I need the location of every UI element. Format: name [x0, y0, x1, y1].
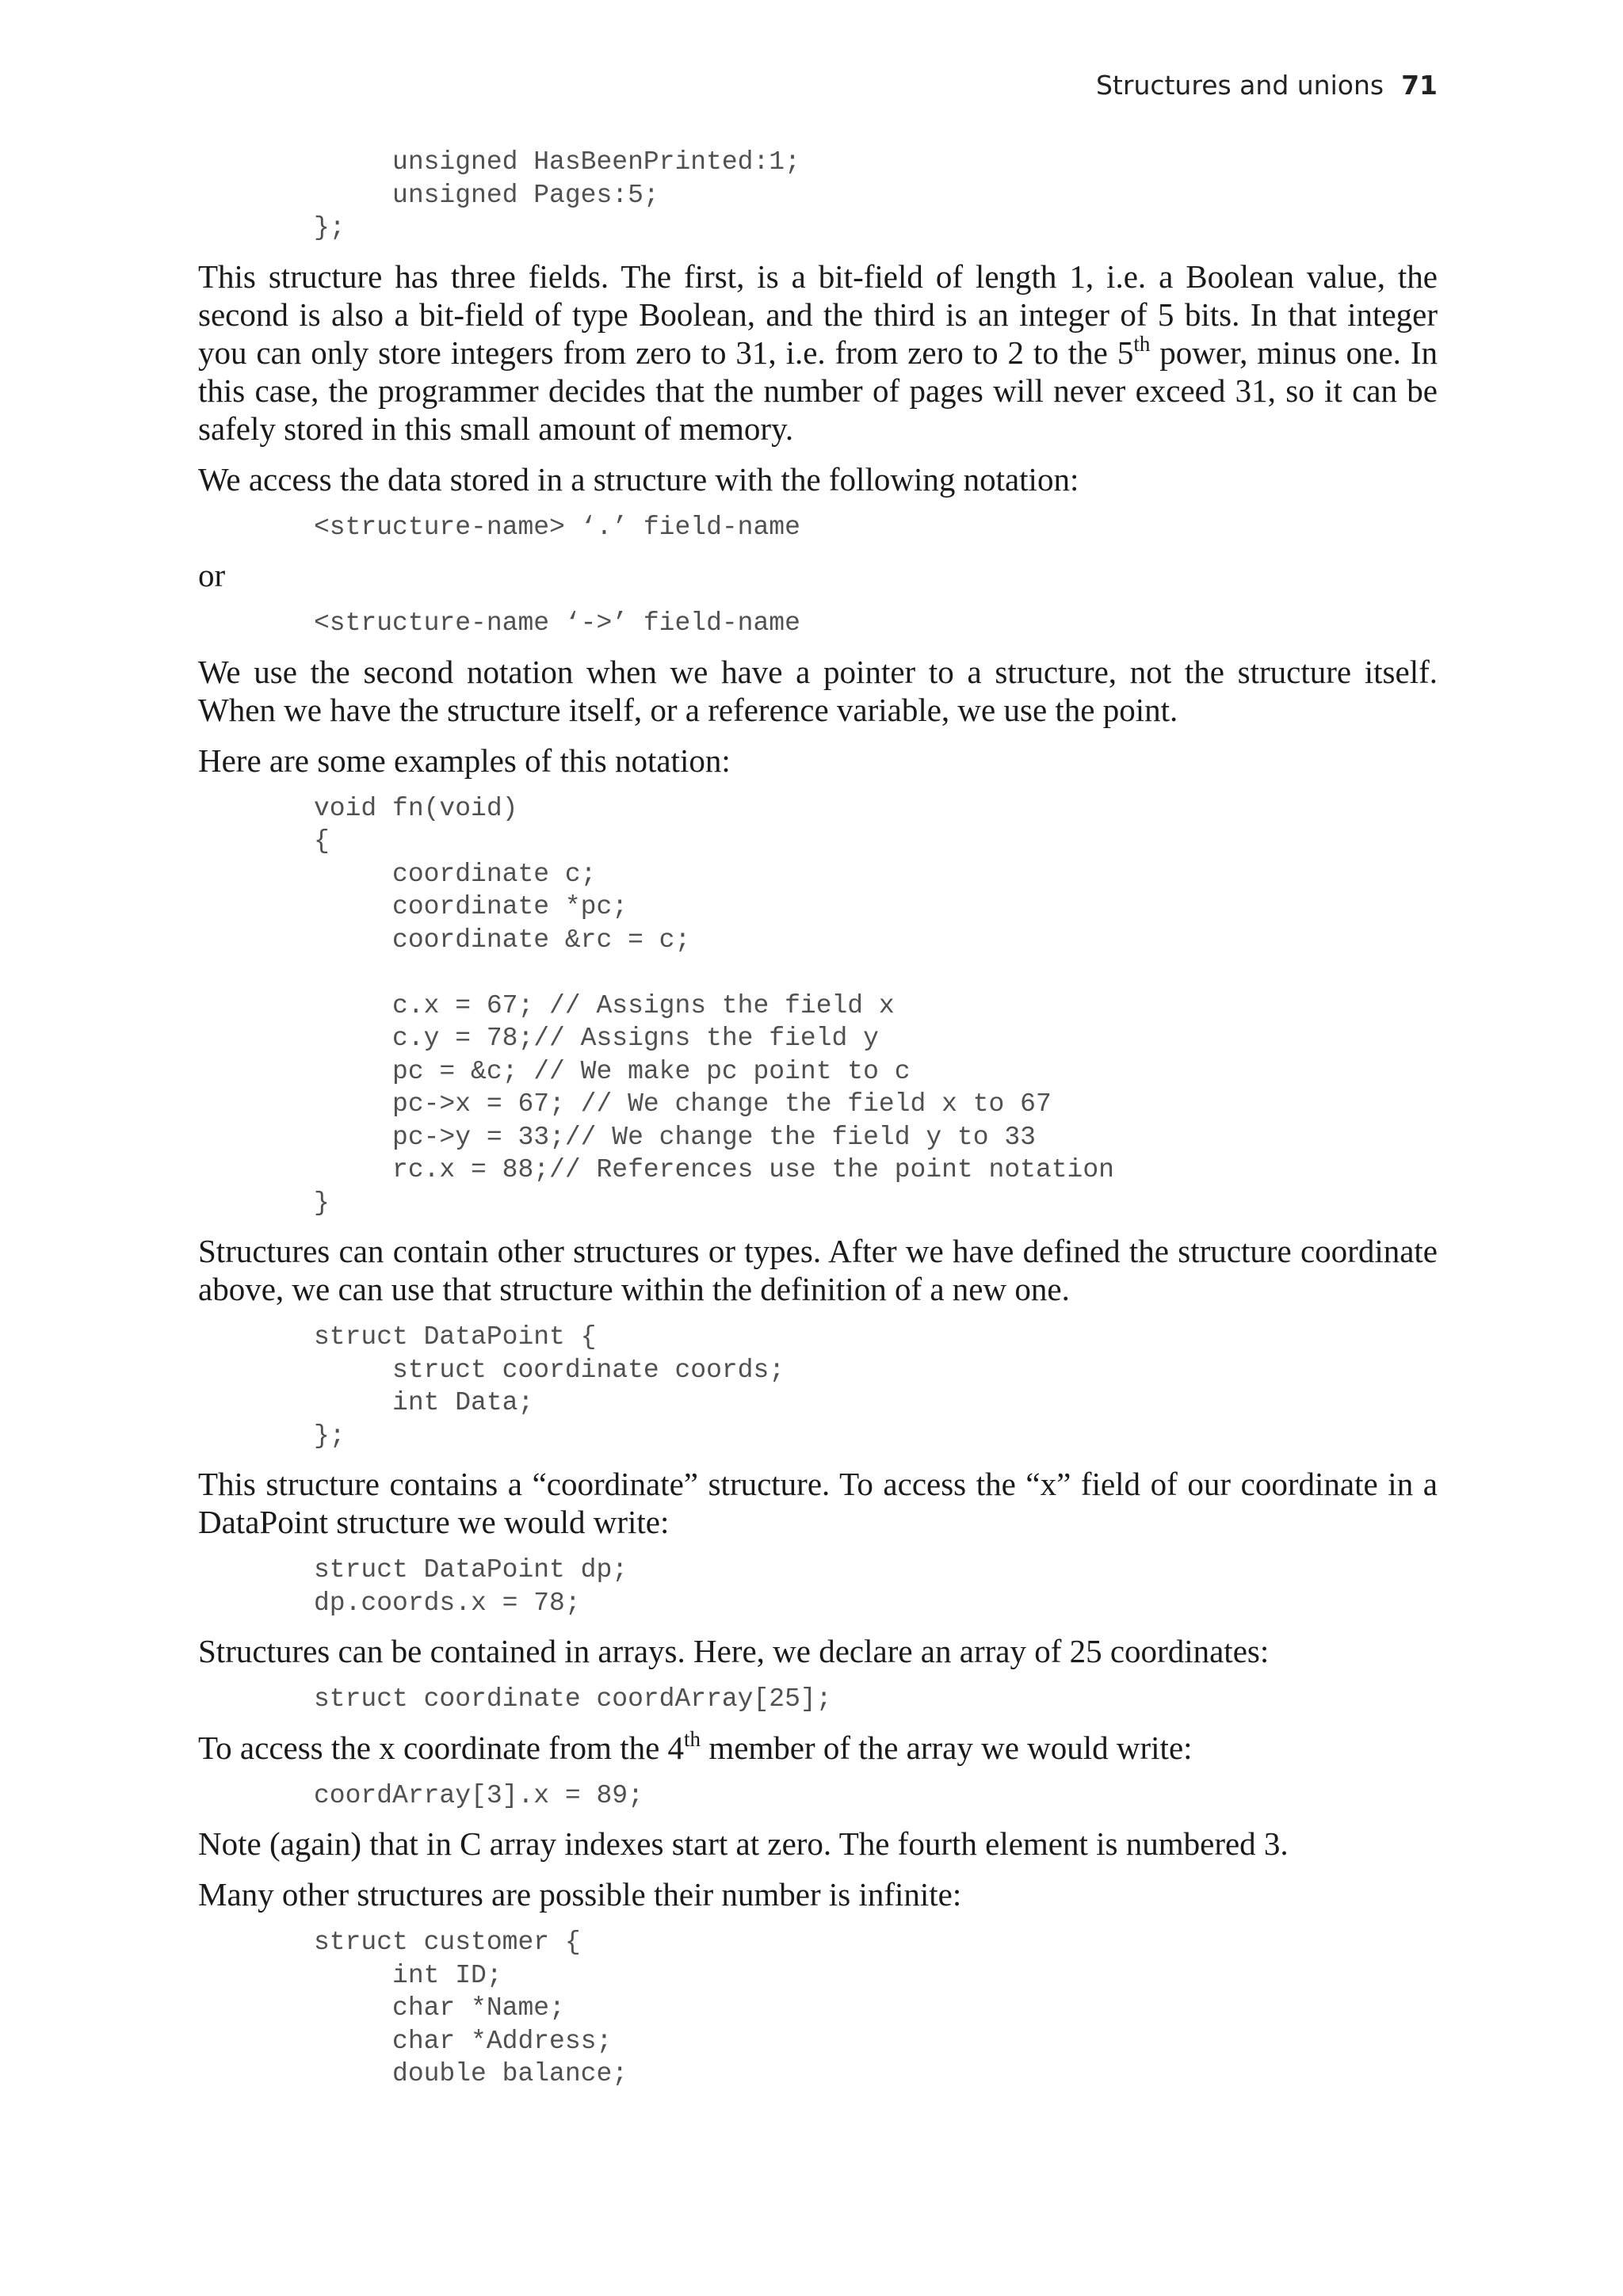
code-block-fn-example: void fn(void) { coordinate c; coordinate *pc; coordinate &rc = c; c.x = 67; // Assigns the field x c.y = 78;// Assigns the field y pc = &c; // We make pc point to c pc->x = 67; // We change the field x to 67 pc->y = 33;// We change the field y to 33 rc.x = 88;// References use the point notation } — [314, 793, 1114, 1218]
code-block-bitfields: unsigned HasBeenPrinted:1; unsigned Pages:5; }; — [314, 147, 800, 242]
paragraph-access-notation: We access the data stored in a structure with the following notation: — [198, 460, 1079, 498]
page-body — [198, 146, 1438, 2091]
code-coord-array-assignment: coordArray[3].x = 89; — [314, 1780, 643, 1810]
code-arrow-notation: <structure-name ‘->’ field-name — [314, 608, 800, 638]
paragraph-arrays-of-structures: Structures can be contained in arrays. Here, we declare an array of 25 coordinates: — [198, 1633, 1270, 1669]
code-dot-notation: <structure-name> ‘.’ field-name — [314, 512, 800, 542]
code-block-datapoint-usage: struct DataPoint dp; dp.coords.x = 78; — [314, 1555, 628, 1618]
code-block-customer: struct customer { int ID; char *Name; char *Address; double balance; — [314, 1928, 628, 2088]
paragraph-examples-intro: Here are some examples of this notation: — [198, 742, 731, 779]
paragraph-datapoint-access: This structure contains a “coordinate” structure. To access the “x” field of our coordinate in a DataPoint structure we would write: — [198, 1466, 1438, 1540]
paragraph-pointer-notation: We use the second notation when we have a pointer to a structure, not the structure itself. When we have the structure itself, or a reference variable, we use the point. — [198, 653, 1438, 728]
code-coord-array-declaration: struct coordinate coordArray[25]; — [314, 1684, 832, 1714]
paragraph-array-member-access: To access the x coordinate from the 4th member of the array we would write: — [198, 1726, 1193, 1766]
running-header — [1096, 70, 1438, 101]
paragraph-bitfield-explanation: This structure has three fields. The first, is a bit-field of length 1, i.e. a Boolean value, the second is also a bit-field of type Boolean, and the third is an integer of 5 bits. In that integer you can only store integers from zero to 31, i.e. from zero to 2 to the 5th power, minus one. In this case, the programmer decides that the number of pages will never exceed 31, so it can be safely stored in this small amount of memory. — [198, 257, 1438, 447]
paragraph-other-structures: Many other structures are possible their number is infinite: — [198, 1876, 962, 1913]
paragraph-or: or — [198, 557, 226, 593]
section-title: Structures and unions — [1095, 70, 1384, 101]
code-block-datapoint: struct DataPoint { struct coordinate coords; int Data; }; — [314, 1322, 785, 1451]
paragraph-nested-structures: Structures can contain other structures or types. After we have defined the structure coordinate above, we can use that structure within the definition of a new one. — [198, 1233, 1438, 1307]
paragraph-array-index-note: Note (again) that in C array indexes start at zero. The fourth element is numbered 3. — [198, 1825, 1289, 1862]
page-number: 71 — [1401, 70, 1438, 101]
